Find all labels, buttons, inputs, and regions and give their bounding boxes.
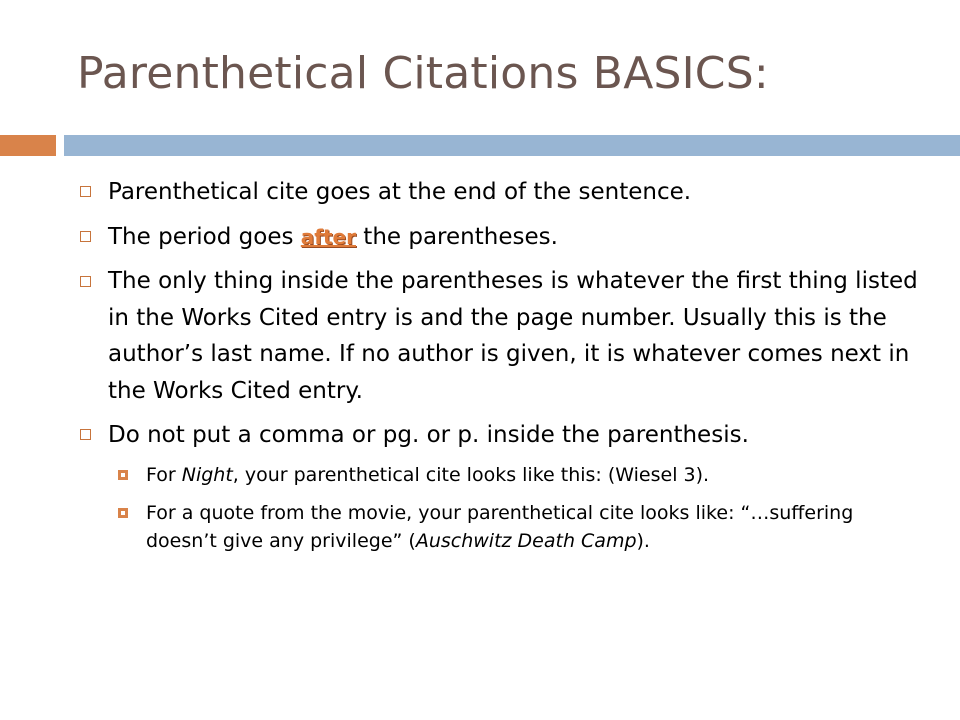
bullet-item	[70, 263, 930, 409]
emphasis-after: after	[300, 225, 356, 249]
sub-text-after: , your parenthetical cite looks like this: (Wiesel 3).	[232, 464, 710, 486]
slide-body	[70, 173, 930, 565]
bullet-text-before: The period goes	[108, 224, 301, 250]
title-accent-bar	[0, 135, 56, 156]
sub-text-after: ).	[636, 530, 650, 552]
filled-square-bullet-icon	[118, 470, 128, 480]
slide-title: Parenthetical Citations BASICS:	[77, 48, 769, 99]
sub-text-italic: Auschwitz Death Camp	[415, 530, 637, 552]
square-bullet-icon	[80, 186, 91, 197]
sub-bullet-item	[70, 461, 930, 489]
bullet-item	[70, 218, 930, 256]
bullet-text-after: the parentheses.	[355, 224, 558, 250]
bullet-text: Do not put a comma or pg. or p. inside the parenthesis.	[108, 422, 749, 448]
title-divider-bar	[64, 135, 960, 156]
bullet-item	[70, 173, 930, 211]
square-bullet-icon	[80, 231, 91, 242]
sub-text-italic: Night	[181, 464, 233, 486]
filled-square-bullet-icon	[118, 508, 128, 518]
bullet-item	[70, 416, 930, 454]
sub-bullet-item	[70, 499, 930, 555]
square-bullet-icon	[80, 276, 91, 287]
sub-text-before: For	[146, 464, 182, 486]
bullet-text: The only thing inside the parentheses is whatever the first thing listed in the Works Cited entry is and the page number. Usually this is the author’s last name. If no author is given, it is whatever comes next in the Works Cited entry.	[108, 268, 918, 404]
bullet-text: Parenthetical cite goes at the end of the sentence.	[108, 179, 692, 205]
sub-text-before: For a quote from the movie, your parenthetical cite looks like: “…suffering doesn’t give any privilege” (	[146, 502, 854, 552]
square-bullet-icon	[80, 429, 91, 440]
